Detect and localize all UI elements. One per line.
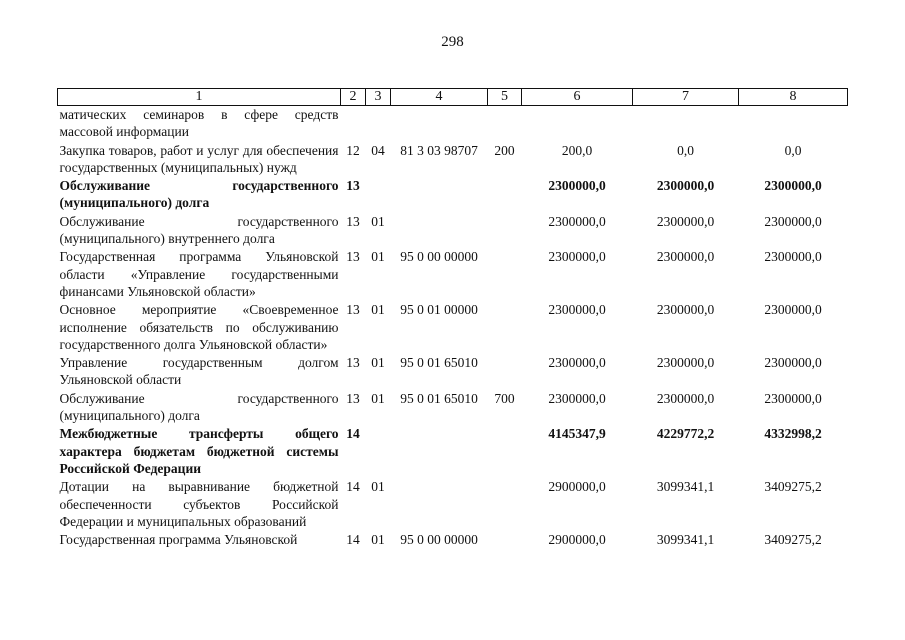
row-value-col7: 2300000,0 [656, 249, 715, 265]
row-name: Основное мероприятие «Своевременное исполнение обязательств по обслуживанию государственного долга Ульяновской области» [59, 302, 339, 352]
row-target-article: 81 3 03 98707 [400, 142, 478, 158]
row-target-article [391, 478, 488, 531]
table-row [58, 248, 848, 301]
row-expense-type: 200 [494, 142, 515, 158]
row-subsection: 01 [371, 479, 385, 495]
row-value-col8: 2300000,0 [764, 213, 822, 229]
row-value-col7: 2300000,0 [656, 213, 715, 229]
row-name: Межбюджетные трансферты общего характера бюджетам бюджетной системы Российской Федерации [59, 426, 339, 476]
table-row [58, 142, 848, 178]
row-subsection: 04 [371, 142, 385, 158]
row-subsection: 01 [371, 302, 385, 318]
header-col-4: 4 [391, 89, 488, 106]
row-subsection: 01 [371, 355, 385, 371]
row-name: Обслуживание государственного (муниципального) долга [59, 178, 339, 211]
table-row [58, 106, 848, 142]
row-value-col7: 2300000,0 [656, 302, 715, 318]
row-value-col6: 4145347,9 [548, 426, 606, 442]
table-row [58, 478, 848, 531]
row-subsection: 01 [371, 249, 385, 265]
row-value-col7: 3099341,1 [656, 532, 715, 548]
row-subsection [366, 106, 391, 142]
row-subsection: 01 [371, 213, 385, 229]
row-section: 13 [346, 302, 360, 318]
row-value-col8: 4332998,2 [764, 426, 822, 442]
page-number: 298 [441, 34, 464, 50]
row-value-col6: 200,0 [561, 142, 593, 158]
table-row [58, 425, 848, 478]
header-col-5: 5 [488, 89, 522, 106]
table-row [58, 177, 848, 213]
row-value-col6: 2300000,0 [548, 213, 606, 229]
row-name: Обслуживание государственного (муниципального) долга [59, 390, 339, 424]
row-expense-type [488, 531, 522, 549]
row-value-col6: 2900000,0 [548, 479, 606, 495]
row-section: 13 [346, 213, 360, 229]
table-row [58, 531, 848, 549]
row-target-article: 95 0 00 00000 [400, 532, 478, 548]
row-name: Обслуживание государственного (муниципального) внутреннего долга [59, 213, 339, 247]
row-value-col8 [739, 106, 848, 142]
row-value-col8: 2300000,0 [764, 390, 822, 406]
row-value-col7 [633, 106, 739, 142]
row-target-article: 95 0 01 65010 [400, 355, 478, 371]
row-section: 14 [346, 532, 360, 548]
row-value-col6: 2300000,0 [548, 390, 606, 406]
row-target-article: 95 0 00 00000 [400, 249, 478, 265]
row-expense-type [488, 106, 522, 142]
row-subsection [366, 177, 391, 213]
row-target-article [391, 177, 488, 213]
row-value-col8: 2300000,0 [764, 302, 822, 318]
row-value-col8: 2300000,0 [764, 249, 822, 265]
row-value-col6: 2300000,0 [548, 302, 606, 318]
row-target-article [391, 213, 488, 249]
budget-table [57, 88, 848, 549]
row-section: 12 [346, 142, 360, 158]
table-row [58, 301, 848, 354]
row-value-col6: 2300000,0 [548, 355, 606, 371]
header-col-8: 8 [739, 89, 848, 106]
row-name: Закупка товаров, работ и услуг для обеспечения государственных (муниципальных) нужд [59, 142, 339, 175]
row-expense-type [488, 478, 522, 531]
header-col-7: 7 [633, 89, 739, 106]
row-subsection: 01 [371, 390, 385, 406]
row-section: 13 [346, 178, 360, 194]
row-target-article: 95 0 01 65010 [400, 390, 478, 406]
row-section: 13 [346, 249, 360, 265]
row-expense-type [488, 248, 522, 301]
row-subsection [366, 425, 391, 478]
row-expense-type [488, 177, 522, 213]
row-name: Государственная программа Ульяновской области «Управление государственными финансами Ульяновской области» [59, 249, 339, 299]
row-value-col6: 2900000,0 [548, 532, 606, 548]
row-value-col8: 2300000,0 [764, 355, 822, 371]
row-section [341, 106, 366, 142]
row-target-article: 95 0 01 00000 [400, 302, 478, 318]
row-value-col6: 2300000,0 [548, 178, 606, 194]
table-row [58, 390, 848, 426]
row-value-col7: 3099341,1 [656, 479, 715, 495]
row-target-article [391, 425, 488, 478]
row-expense-type [488, 301, 522, 354]
row-expense-type [488, 354, 522, 390]
row-value-col7: 4229772,2 [656, 426, 715, 442]
row-value-col7: 2300000,0 [656, 390, 715, 406]
row-name: Управление государственным долгом Ульяновской области [59, 355, 339, 388]
header-col-2: 2 [341, 89, 366, 106]
row-value-col8: 3409275,2 [764, 479, 822, 495]
header-col-6: 6 [522, 89, 633, 106]
row-value-col6 [522, 106, 633, 142]
row-value-col7: 2300000,0 [656, 355, 715, 371]
row-section: 13 [346, 355, 360, 371]
row-value-col7: 0,0 [677, 142, 694, 158]
row-value-col8: 2300000,0 [764, 178, 822, 194]
row-value-col8: 3409275,2 [764, 532, 822, 548]
row-expense-type [488, 425, 522, 478]
header-col-3: 3 [366, 89, 391, 106]
row-value-col6: 2300000,0 [548, 249, 606, 265]
row-value-col8: 0,0 [784, 142, 802, 158]
row-name: матических семинаров в сфере средств массовой информации [59, 107, 339, 140]
row-target-article [391, 106, 488, 142]
row-section: 13 [346, 390, 360, 406]
row-subsection: 01 [371, 532, 385, 548]
row-value-col7: 2300000,0 [656, 178, 715, 194]
row-expense-type: 700 [494, 390, 515, 406]
table-header-row [58, 89, 848, 106]
row-section: 14 [346, 479, 360, 495]
row-section: 14 [346, 426, 360, 442]
row-expense-type [488, 213, 522, 249]
row-name: Дотации на выравнивание бюджетной обеспеченности субъектов Российской Федерации и муниципальных образований [59, 479, 339, 529]
table-row [58, 354, 848, 390]
row-name: Государственная программа Ульяновской [59, 532, 298, 548]
header-col-1: 1 [58, 89, 341, 106]
table-row [58, 213, 848, 249]
